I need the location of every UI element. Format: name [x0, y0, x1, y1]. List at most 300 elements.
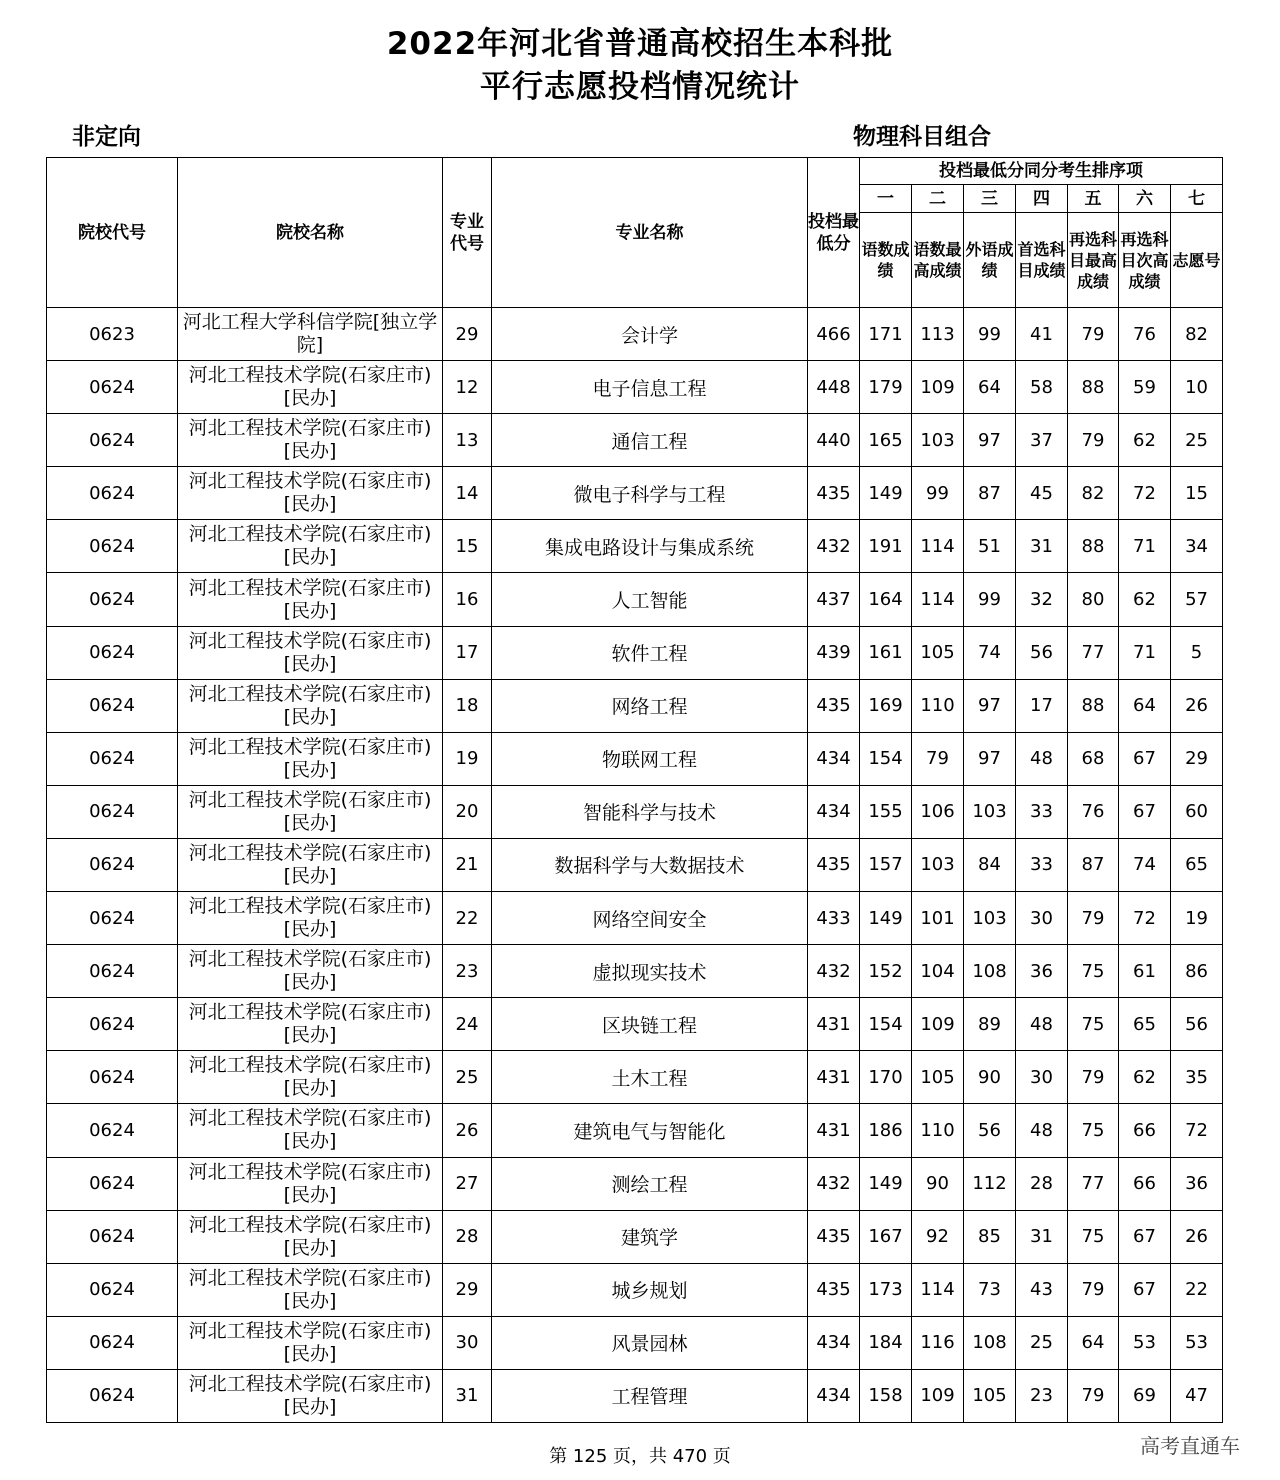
table-row [47, 998, 1223, 1051]
cell-order-6: 67 [1119, 785, 1171, 838]
cell-order-6: 69 [1119, 1369, 1171, 1422]
cell-order-5: 79 [1068, 892, 1119, 945]
cell-order-7: 19 [1171, 892, 1223, 945]
cell-major-name: 软件工程 [492, 626, 808, 679]
admission-table [46, 157, 1223, 1423]
cell-order-1: 149 [860, 1157, 912, 1210]
cell-major-name: 土木工程 [492, 1051, 808, 1104]
cell-school-name: 河北工程技术学院(石家庄市)[民办] [178, 1263, 443, 1316]
cell-order-2: 99 [912, 467, 964, 520]
cell-major-name: 智能科学与技术 [492, 785, 808, 838]
cell-order-6: 76 [1119, 308, 1171, 361]
cell-major-name: 工程管理 [492, 1369, 808, 1422]
cell-min-score: 432 [808, 945, 860, 998]
header-item-2: 语数最高成绩 [912, 213, 964, 308]
cell-order-4: 25 [1016, 1316, 1068, 1369]
cell-order-5: 75 [1068, 945, 1119, 998]
cell-school-name: 河北工程技术学院(石家庄市)[民办] [178, 732, 443, 785]
cell-school-name: 河北工程技术学院(石家庄市)[民办] [178, 998, 443, 1051]
cell-min-score: 435 [808, 1263, 860, 1316]
cell-order-6: 67 [1119, 732, 1171, 785]
header-order-2: 二 [912, 185, 964, 213]
cell-order-3: 108 [964, 945, 1016, 998]
table-row [47, 308, 1223, 361]
cell-order-7: 26 [1171, 1210, 1223, 1263]
cell-min-score: 433 [808, 892, 860, 945]
cell-order-7: 57 [1171, 573, 1223, 626]
cell-major-code: 14 [443, 467, 492, 520]
cell-order-4: 17 [1016, 679, 1068, 732]
cell-major-code: 16 [443, 573, 492, 626]
table-row [47, 1263, 1223, 1316]
cell-order-7: 36 [1171, 1157, 1223, 1210]
cell-order-4: 48 [1016, 998, 1068, 1051]
cell-min-score: 466 [808, 308, 860, 361]
cell-major-name: 网络空间安全 [492, 892, 808, 945]
cell-order-1: 154 [860, 732, 912, 785]
table-body [47, 308, 1223, 1423]
cell-major-code: 29 [443, 308, 492, 361]
cell-order-7: 26 [1171, 679, 1223, 732]
cell-school-code: 0624 [47, 1104, 178, 1157]
cell-order-2: 109 [912, 998, 964, 1051]
cell-min-score: 437 [808, 573, 860, 626]
cell-school-name: 河北工程技术学院(石家庄市)[民办] [178, 626, 443, 679]
cell-order-6: 67 [1119, 1210, 1171, 1263]
cell-order-3: 99 [964, 308, 1016, 361]
cell-major-name: 电子信息工程 [492, 361, 808, 414]
table-row [47, 361, 1223, 414]
cell-order-6: 71 [1119, 520, 1171, 573]
cell-school-name: 河北工程技术学院(石家庄市)[民办] [178, 679, 443, 732]
header-major-name: 专业名称 [492, 158, 808, 308]
cell-min-score: 432 [808, 520, 860, 573]
cell-min-score: 439 [808, 626, 860, 679]
cell-order-5: 88 [1068, 520, 1119, 573]
cell-order-1: 179 [860, 361, 912, 414]
cell-order-4: 30 [1016, 1051, 1068, 1104]
cell-school-name: 河北工程技术学院(石家庄市)[民办] [178, 361, 443, 414]
page-title-line2: 平行志愿投档情况统计 [480, 69, 800, 105]
cell-order-4: 33 [1016, 838, 1068, 891]
cell-school-code: 0624 [47, 1263, 178, 1316]
cell-order-5: 82 [1068, 467, 1119, 520]
cell-order-1: 164 [860, 573, 912, 626]
cell-order-3: 90 [964, 1051, 1016, 1104]
cell-min-score: 440 [808, 414, 860, 467]
cell-order-4: 48 [1016, 732, 1068, 785]
cell-school-name: 河北工程技术学院(石家庄市)[民办] [178, 520, 443, 573]
cell-order-6: 62 [1119, 414, 1171, 467]
cell-order-6: 71 [1119, 626, 1171, 679]
cell-min-score: 434 [808, 785, 860, 838]
cell-school-code: 0624 [47, 361, 178, 414]
cell-order-3: 97 [964, 414, 1016, 467]
category-label: 非定向 [72, 124, 141, 150]
header-item-7: 志愿号 [1171, 213, 1223, 308]
table-row [47, 785, 1223, 838]
header-item-1: 语数成绩 [860, 213, 912, 308]
cell-school-code: 0624 [47, 1369, 178, 1422]
cell-major-name: 微电子科学与工程 [492, 467, 808, 520]
cell-order-1: 167 [860, 1210, 912, 1263]
cell-order-3: 56 [964, 1104, 1016, 1157]
cell-school-code: 0624 [47, 1157, 178, 1210]
cell-order-7: 22 [1171, 1263, 1223, 1316]
cell-order-5: 88 [1068, 679, 1119, 732]
cell-order-3: 97 [964, 732, 1016, 785]
cell-order-1: 158 [860, 1369, 912, 1422]
table-row [47, 1104, 1223, 1157]
cell-order-1: 154 [860, 998, 912, 1051]
cell-order-3: 105 [964, 1369, 1016, 1422]
cell-order-2: 110 [912, 679, 964, 732]
cell-order-6: 72 [1119, 467, 1171, 520]
cell-school-code: 0624 [47, 573, 178, 626]
cell-order-5: 80 [1068, 573, 1119, 626]
cell-order-3: 103 [964, 785, 1016, 838]
cell-order-7: 86 [1171, 945, 1223, 998]
header-order-1: 一 [860, 185, 912, 213]
cell-major-name: 人工智能 [492, 573, 808, 626]
cell-major-code: 15 [443, 520, 492, 573]
cell-school-code: 0624 [47, 945, 178, 998]
table-row [47, 892, 1223, 945]
cell-order-3: 97 [964, 679, 1016, 732]
cell-order-1: 184 [860, 1316, 912, 1369]
cell-order-2: 92 [912, 1210, 964, 1263]
cell-order-3: 108 [964, 1316, 1016, 1369]
cell-order-4: 36 [1016, 945, 1068, 998]
cell-order-5: 79 [1068, 308, 1119, 361]
cell-order-4: 58 [1016, 361, 1068, 414]
cell-major-code: 18 [443, 679, 492, 732]
cell-order-4: 56 [1016, 626, 1068, 679]
cell-order-3: 112 [964, 1157, 1016, 1210]
cell-major-code: 26 [443, 1104, 492, 1157]
cell-school-name: 河北工程技术学院(石家庄市)[民办] [178, 785, 443, 838]
cell-min-score: 431 [808, 1051, 860, 1104]
cell-order-7: 47 [1171, 1369, 1223, 1422]
cell-order-5: 79 [1068, 1369, 1119, 1422]
header-item-6: 再选科目次高成绩 [1119, 213, 1171, 308]
cell-major-code: 17 [443, 626, 492, 679]
cell-order-4: 31 [1016, 1210, 1068, 1263]
table-row [47, 945, 1223, 998]
subject-combination-label: 物理科目组合 [853, 124, 991, 150]
cell-school-code: 0624 [47, 732, 178, 785]
cell-order-2: 103 [912, 838, 964, 891]
cell-order-7: 5 [1171, 626, 1223, 679]
cell-major-code: 31 [443, 1369, 492, 1422]
cell-order-2: 109 [912, 1369, 964, 1422]
cell-school-name: 河北工程技术学院(石家庄市)[民办] [178, 414, 443, 467]
cell-order-7: 10 [1171, 361, 1223, 414]
header-item-3: 外语成绩 [964, 213, 1016, 308]
cell-major-code: 28 [443, 1210, 492, 1263]
cell-order-5: 68 [1068, 732, 1119, 785]
cell-school-code: 0624 [47, 838, 178, 891]
cell-order-1: 171 [860, 308, 912, 361]
table-row [47, 626, 1223, 679]
cell-order-7: 53 [1171, 1316, 1223, 1369]
cell-school-name: 河北工程技术学院(石家庄市)[民办] [178, 945, 443, 998]
cell-order-6: 74 [1119, 838, 1171, 891]
cell-school-code: 0624 [47, 1051, 178, 1104]
cell-order-6: 65 [1119, 998, 1171, 1051]
cell-order-2: 103 [912, 414, 964, 467]
table-row [47, 1369, 1223, 1422]
cell-order-6: 59 [1119, 361, 1171, 414]
cell-order-6: 72 [1119, 892, 1171, 945]
table-row [47, 1210, 1223, 1263]
table-row [47, 414, 1223, 467]
cell-order-6: 66 [1119, 1104, 1171, 1157]
cell-order-3: 74 [964, 626, 1016, 679]
cell-order-7: 15 [1171, 467, 1223, 520]
header-tie-break-group: 投档最低分同分考生排序项 [860, 158, 1223, 185]
cell-order-2: 105 [912, 1051, 964, 1104]
cell-order-3: 87 [964, 467, 1016, 520]
table-row [47, 679, 1223, 732]
cell-order-5: 64 [1068, 1316, 1119, 1369]
cell-order-4: 28 [1016, 1157, 1068, 1210]
cell-order-4: 30 [1016, 892, 1068, 945]
cell-order-5: 79 [1068, 1051, 1119, 1104]
cell-order-2: 106 [912, 785, 964, 838]
cell-order-7: 56 [1171, 998, 1223, 1051]
cell-order-3: 89 [964, 998, 1016, 1051]
cell-school-code: 0624 [47, 892, 178, 945]
cell-major-name: 区块链工程 [492, 998, 808, 1051]
cell-order-5: 77 [1068, 1157, 1119, 1210]
cell-order-1: 173 [860, 1263, 912, 1316]
cell-order-7: 29 [1171, 732, 1223, 785]
cell-major-name: 城乡规划 [492, 1263, 808, 1316]
cell-order-4: 31 [1016, 520, 1068, 573]
header-item-4: 首选科目成绩 [1016, 213, 1068, 308]
cell-order-4: 41 [1016, 308, 1068, 361]
cell-major-code: 22 [443, 892, 492, 945]
cell-order-6: 62 [1119, 1051, 1171, 1104]
cell-order-2: 114 [912, 520, 964, 573]
cell-order-5: 75 [1068, 998, 1119, 1051]
cell-order-1: 170 [860, 1051, 912, 1104]
header-school-name: 院校名称 [178, 158, 443, 308]
cell-order-4: 23 [1016, 1369, 1068, 1422]
cell-order-3: 84 [964, 838, 1016, 891]
cell-order-5: 77 [1068, 626, 1119, 679]
cell-min-score: 431 [808, 1104, 860, 1157]
table-row [47, 573, 1223, 626]
cell-order-2: 113 [912, 308, 964, 361]
cell-major-name: 数据科学与大数据技术 [492, 838, 808, 891]
cell-order-7: 60 [1171, 785, 1223, 838]
cell-school-code: 0624 [47, 1316, 178, 1369]
cell-order-1: 169 [860, 679, 912, 732]
cell-school-name: 河北工程技术学院(石家庄市)[民办] [178, 892, 443, 945]
cell-order-4: 37 [1016, 414, 1068, 467]
cell-order-3: 51 [964, 520, 1016, 573]
header-min-score: 投档最低分 [808, 158, 860, 308]
cell-school-code: 0624 [47, 626, 178, 679]
table-row [47, 1051, 1223, 1104]
cell-school-name: 河北工程技术学院(石家庄市)[民办] [178, 1104, 443, 1157]
cell-min-score: 435 [808, 679, 860, 732]
cell-order-2: 79 [912, 732, 964, 785]
cell-major-name: 网络工程 [492, 679, 808, 732]
cell-order-5: 76 [1068, 785, 1119, 838]
cell-major-code: 13 [443, 414, 492, 467]
cell-min-score: 435 [808, 838, 860, 891]
cell-order-7: 35 [1171, 1051, 1223, 1104]
cell-order-1: 186 [860, 1104, 912, 1157]
cell-order-1: 165 [860, 414, 912, 467]
cell-order-3: 103 [964, 892, 1016, 945]
cell-major-code: 12 [443, 361, 492, 414]
cell-order-1: 152 [860, 945, 912, 998]
header-order-3: 三 [964, 185, 1016, 213]
table-row [47, 1157, 1223, 1210]
header-school-code: 院校代号 [47, 158, 178, 308]
page-number: 第 125 页，共 470 页 [549, 1446, 731, 1467]
header-major-code: 专业代号 [443, 158, 492, 308]
cell-order-7: 82 [1171, 308, 1223, 361]
cell-order-1: 157 [860, 838, 912, 891]
cell-major-name: 虚拟现实技术 [492, 945, 808, 998]
cell-order-3: 99 [964, 573, 1016, 626]
cell-order-7: 34 [1171, 520, 1223, 573]
cell-major-name: 风景园林 [492, 1316, 808, 1369]
cell-school-name: 河北工程技术学院(石家庄市)[民办] [178, 1316, 443, 1369]
cell-order-2: 116 [912, 1316, 964, 1369]
cell-min-score: 434 [808, 1369, 860, 1422]
header-order-7: 七 [1171, 185, 1223, 213]
cell-major-name: 建筑电气与智能化 [492, 1104, 808, 1157]
cell-order-3: 73 [964, 1263, 1016, 1316]
cell-school-name: 河北工程技术学院(石家庄市)[民办] [178, 1369, 443, 1422]
cell-order-4: 43 [1016, 1263, 1068, 1316]
cell-school-name: 河北工程技术学院(石家庄市)[民办] [178, 1210, 443, 1263]
cell-order-2: 109 [912, 361, 964, 414]
table-row [47, 838, 1223, 891]
cell-major-code: 27 [443, 1157, 492, 1210]
cell-min-score: 434 [808, 1316, 860, 1369]
cell-school-name: 河北工程技术学院(石家庄市)[民办] [178, 467, 443, 520]
cell-order-2: 104 [912, 945, 964, 998]
cell-major-name: 物联网工程 [492, 732, 808, 785]
cell-major-code: 23 [443, 945, 492, 998]
cell-order-1: 161 [860, 626, 912, 679]
cell-min-score: 432 [808, 1157, 860, 1210]
cell-school-code: 0624 [47, 1210, 178, 1263]
header-item-5: 再选科目最高成绩 [1068, 213, 1119, 308]
cell-order-1: 149 [860, 467, 912, 520]
cell-order-7: 72 [1171, 1104, 1223, 1157]
cell-order-1: 191 [860, 520, 912, 573]
table-row [47, 1316, 1223, 1369]
cell-order-3: 64 [964, 361, 1016, 414]
header-order-5: 五 [1068, 185, 1119, 213]
table-row [47, 467, 1223, 520]
cell-order-7: 65 [1171, 838, 1223, 891]
cell-major-code: 29 [443, 1263, 492, 1316]
cell-major-code: 20 [443, 785, 492, 838]
cell-order-6: 61 [1119, 945, 1171, 998]
cell-school-code: 0624 [47, 520, 178, 573]
cell-order-2: 110 [912, 1104, 964, 1157]
cell-order-7: 25 [1171, 414, 1223, 467]
cell-major-code: 21 [443, 838, 492, 891]
watermark: 高考直通车 [1140, 1434, 1240, 1458]
cell-order-3: 85 [964, 1210, 1016, 1263]
cell-order-4: 45 [1016, 467, 1068, 520]
cell-order-6: 67 [1119, 1263, 1171, 1316]
cell-school-code: 0624 [47, 414, 178, 467]
cell-school-code: 0623 [47, 308, 178, 361]
cell-order-5: 87 [1068, 838, 1119, 891]
cell-major-name: 通信工程 [492, 414, 808, 467]
cell-order-6: 64 [1119, 679, 1171, 732]
cell-school-name: 河北工程技术学院(石家庄市)[民办] [178, 1157, 443, 1210]
cell-major-name: 集成电路设计与集成系统 [492, 520, 808, 573]
cell-order-4: 48 [1016, 1104, 1068, 1157]
table-row [47, 732, 1223, 785]
cell-major-name: 建筑学 [492, 1210, 808, 1263]
cell-school-name: 河北工程技术学院(石家庄市)[民办] [178, 573, 443, 626]
cell-major-code: 19 [443, 732, 492, 785]
cell-min-score: 431 [808, 998, 860, 1051]
cell-order-5: 79 [1068, 1263, 1119, 1316]
cell-school-code: 0624 [47, 785, 178, 838]
cell-school-code: 0624 [47, 998, 178, 1051]
page-title-line1: 2022年河北省普通高校招生本科批 [386, 26, 894, 62]
cell-order-5: 88 [1068, 361, 1119, 414]
cell-major-name: 测绘工程 [492, 1157, 808, 1210]
header-order-4: 四 [1016, 185, 1068, 213]
cell-order-6: 62 [1119, 573, 1171, 626]
cell-major-code: 25 [443, 1051, 492, 1104]
cell-order-5: 79 [1068, 414, 1119, 467]
cell-order-6: 66 [1119, 1157, 1171, 1210]
table-row [47, 520, 1223, 573]
cell-order-1: 149 [860, 892, 912, 945]
cell-order-4: 33 [1016, 785, 1068, 838]
cell-order-5: 75 [1068, 1104, 1119, 1157]
cell-major-code: 24 [443, 998, 492, 1051]
cell-order-1: 155 [860, 785, 912, 838]
cell-order-6: 53 [1119, 1316, 1171, 1369]
cell-order-2: 105 [912, 626, 964, 679]
cell-order-2: 114 [912, 573, 964, 626]
cell-school-name: 河北工程大学科信学院[独立学院] [178, 308, 443, 361]
cell-school-code: 0624 [47, 679, 178, 732]
cell-order-5: 75 [1068, 1210, 1119, 1263]
cell-order-2: 101 [912, 892, 964, 945]
cell-min-score: 435 [808, 467, 860, 520]
cell-min-score: 435 [808, 1210, 860, 1263]
header-order-6: 六 [1119, 185, 1171, 213]
cell-min-score: 448 [808, 361, 860, 414]
cell-min-score: 434 [808, 732, 860, 785]
cell-order-2: 90 [912, 1157, 964, 1210]
cell-school-code: 0624 [47, 467, 178, 520]
cell-school-name: 河北工程技术学院(石家庄市)[民办] [178, 838, 443, 891]
cell-order-2: 114 [912, 1263, 964, 1316]
cell-major-name: 会计学 [492, 308, 808, 361]
cell-order-4: 32 [1016, 573, 1068, 626]
cell-school-name: 河北工程技术学院(石家庄市)[民办] [178, 1051, 443, 1104]
